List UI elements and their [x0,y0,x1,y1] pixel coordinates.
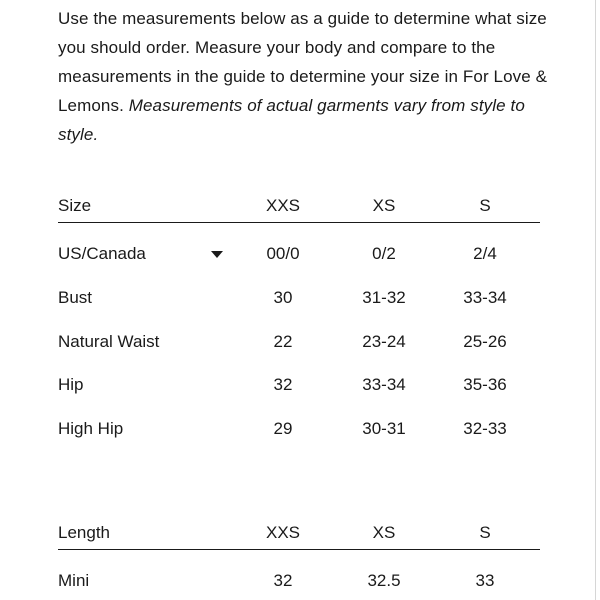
table-cell: 35-36 [463,375,507,394]
table-cell: 2/4 [473,244,497,263]
table-cell: 31-32 [362,288,406,307]
table-cell: 32 [273,375,293,394]
size-table [58,196,540,441]
table-cell: 0/2 [372,244,396,263]
caret-down-icon[interactable] [211,251,223,258]
row-label: High Hip [58,418,124,438]
table-cell: 33-34 [463,288,507,307]
table-row-natural-waist [58,311,540,355]
table-cell: 32-33 [463,418,507,438]
intro-note: Measurements of actual garments vary from style to style. [58,96,525,144]
size-header-xxs: XXS [265,196,301,215]
table-cell: 29 [273,418,293,438]
size-header-label: Size [58,196,92,215]
row-label: Mini [58,571,90,590]
size-header-s: S [479,196,491,215]
length-header-label: Length [58,523,110,542]
length-header-s: S [479,523,491,542]
length-table [58,523,540,594]
size-guide-intro [58,4,558,149]
table-cell: 00/0 [266,244,300,263]
table-row-bust [58,267,540,311]
length-header-xs: XS [372,523,396,542]
row-label: Natural Waist [58,331,160,351]
table-cell: 30 [273,288,293,307]
row-label: Bust [58,288,93,307]
table-cell: 33 [475,571,495,590]
size-header-xs: XS [372,196,396,215]
right-edge-divider [595,0,596,600]
row-label: Hip [58,375,84,394]
table-cell: 23-24 [362,331,406,351]
table-row-hip [58,354,540,398]
table-row-high-hip [58,398,540,442]
table-cell: 25-26 [463,331,507,351]
length-header-xxs: XXS [265,523,301,542]
table-cell: 30-31 [362,418,406,438]
table-cell: 32 [273,571,293,590]
table-cell: 33-34 [362,375,406,394]
table-cell: 22 [273,331,293,351]
length-table-header [58,523,540,550]
size-table-header [58,196,540,223]
table-row-mini [58,550,540,594]
table-row-us-canada [58,223,540,267]
table-cell: 32.5 [367,571,401,590]
region-select[interactable]: US/Canada [58,244,146,263]
intro-text: Use the measurements below as a guide to determine what size you should order. Measure your body and compare to the measurements in the guide to determine your size in For Love & Lemons. [58,9,548,115]
